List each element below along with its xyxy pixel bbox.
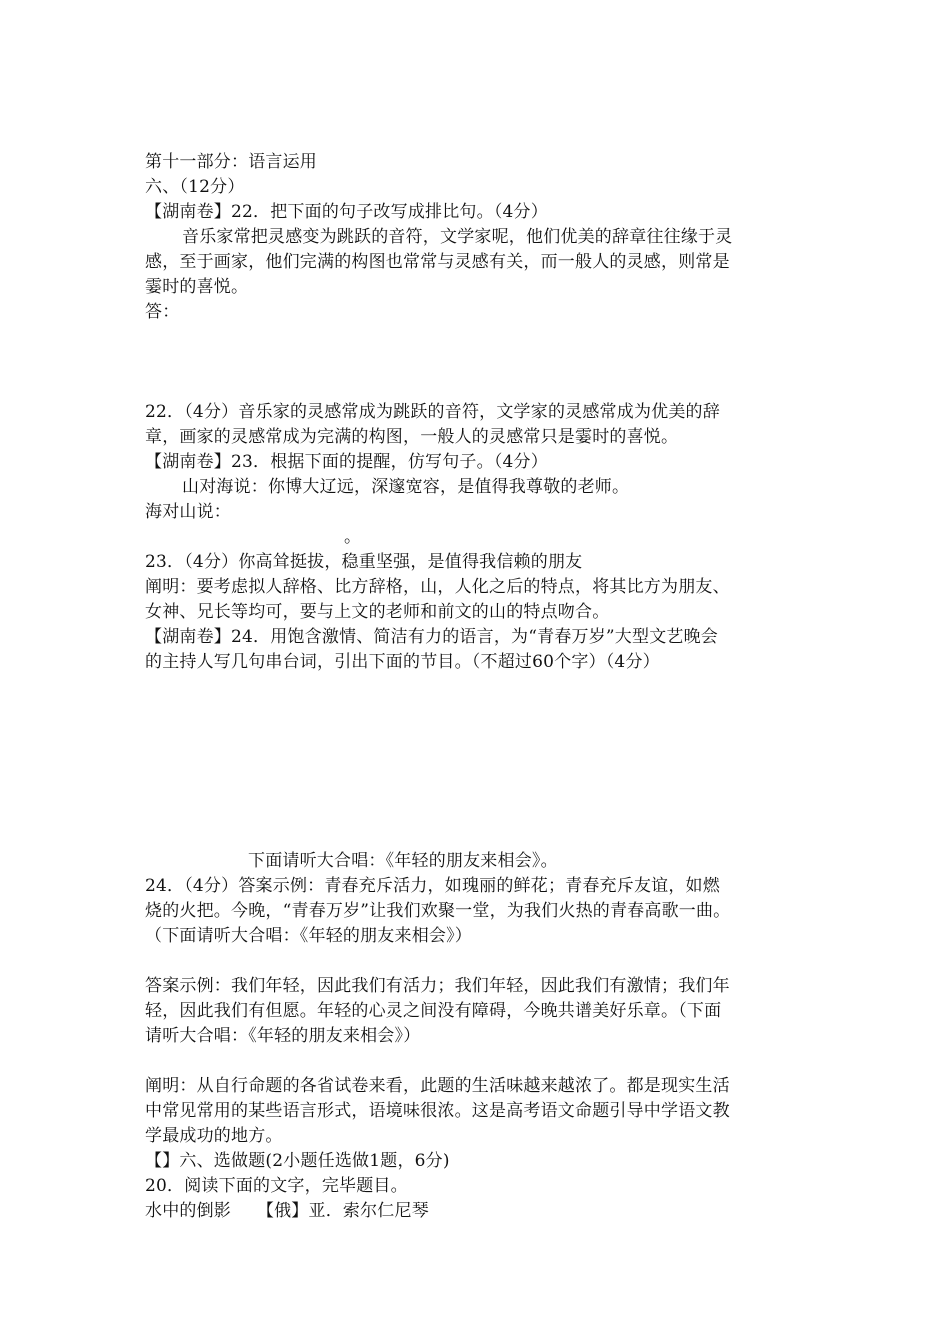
- passage-title: 水中的倒影 【俄】亚．索尔仁尼琴: [145, 1201, 429, 1221]
- answer-24-example: 请听大合唱：《年轻的朋友来相会》）: [145, 1026, 421, 1046]
- explanation-23: 女神、兄长等均可，要与上文的老师和前文的山的特点吻合。: [145, 602, 610, 622]
- question-24-program: 下面请听大合唱：《年轻的朋友来相会》。: [248, 851, 558, 871]
- answer-label: 答：: [145, 302, 180, 322]
- explanation-23: 阐明：要考虑拟人辞格、比方辞格，山，人化之后的特点，将其比方为朋友、: [145, 577, 730, 597]
- question-23-prompt: 山对海说：你博大辽远，深邃宽容，是值得我尊敬的老师。: [182, 477, 630, 497]
- question-24: 【湖南卷】24．用饱含激情、简洁有力的语言，为“青春万岁”大型文艺晚会: [145, 627, 719, 647]
- answer-24-example: 轻，因此我们有但愿。年轻的心灵之间没有障碍，今晚共谱美好乐章。（下面: [145, 1001, 722, 1021]
- question-20: 20．阅读下面的文字，完毕题目。: [145, 1176, 408, 1196]
- answer-22: 章，画家的灵感常成为完满的构图，一般人的灵感常只是霎时的喜悦。: [145, 427, 679, 447]
- answer-24: 24．（4分）答案示例：青春充斥活力，如瑰丽的鲜花；青春充斥友谊，如燃: [145, 876, 720, 896]
- elective-heading: 【】六、选做题(2小题任选做1题，6分): [145, 1151, 450, 1171]
- explanation-24: 学最成功的地方。: [145, 1126, 283, 1146]
- question-22-text: 音乐家常把灵感变为跳跃的音符，文学家呢，他们优美的辞章往往缘于灵: [182, 227, 733, 247]
- answer-23: 23．（4分）你高耸挺拔，稳重坚强，是值得我信赖的朋友: [145, 552, 583, 572]
- question-22: 【湖南卷】22．把下面的句子改写成排比句。（4分）: [145, 202, 548, 222]
- answer-24-example: 答案示例：我们年轻，因此我们有活力；我们年轻，因此我们有激情；我们年: [145, 976, 730, 996]
- question-23-blank-end: 。: [344, 527, 362, 547]
- answer-22: 22．（4分）音乐家的灵感常成为跳跃的音符，文学家的灵感常成为优美的辞: [145, 402, 720, 422]
- question-22-text: 感，至于画家，他们完满的构图也常常与灵感有关，而一般人的灵感，则常是: [145, 252, 730, 272]
- answer-24: （下面请听大合唱：《年轻的朋友来相会》）: [145, 926, 472, 946]
- question-23-blank-label: 海对山说：: [145, 502, 231, 522]
- question-22-text: 霎时的喜悦。: [145, 277, 249, 297]
- question-24: 的主持人写几句串台词，引出下面的节目。（不超过60个字）（4分）: [145, 652, 660, 672]
- answer-24: 烧的火把。今晚，“青春万岁”让我们欢聚一堂，为我们火热的青春高歌一曲。: [145, 901, 731, 921]
- question-23: 【湖南卷】23．根据下面的提醒，仿写句子。（4分）: [145, 452, 548, 472]
- explanation-24: 阐明：从自行命题的各省试卷来看，此题的生活味越来越浓了。都是现实生活: [145, 1076, 730, 1096]
- part-heading: 六、（12分）: [145, 177, 245, 197]
- explanation-24: 中常见常用的某些语言形式，语境味很浓。这是高考语文命题引导中学语文教: [145, 1101, 730, 1121]
- section-heading: 第十一部分：语言运用: [145, 152, 317, 172]
